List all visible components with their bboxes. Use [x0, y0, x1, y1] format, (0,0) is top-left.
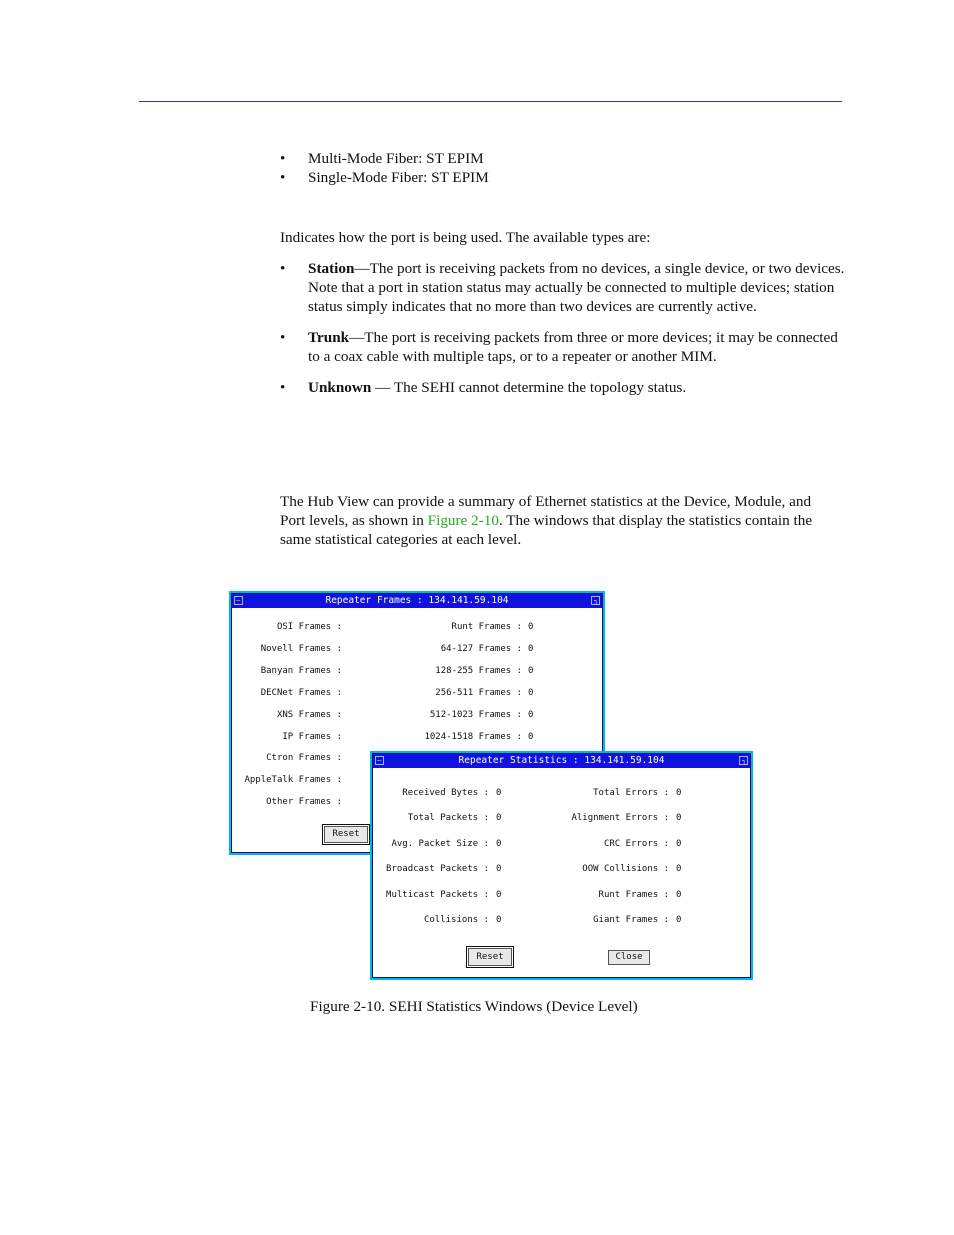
- frames-label: Runt Frames :: [451, 622, 522, 632]
- frames-value: 0: [528, 622, 534, 632]
- frames-value: 0: [528, 709, 534, 720]
- list-item: • Single-Mode Fiber: ST EPIM: [280, 168, 845, 187]
- statistics-label: Total Packets :: [407, 813, 489, 824]
- frames-label: 64-127 Frames :: [440, 643, 522, 654]
- fiber-type-list: [280, 149, 845, 187]
- frames-value: 0: [528, 643, 534, 654]
- statistics-value: 0: [496, 889, 502, 900]
- statistics-label: Multicast Packets :: [386, 889, 489, 900]
- statistics-label: Total Errors :: [593, 788, 669, 798]
- frames-label: XNS Frames :: [276, 709, 342, 720]
- statistics-label: Alignment Errors :: [571, 813, 669, 824]
- list-item-trunk: • Trunk—The port is receiving packets from three or more devices; it may be connected to a coax cable with multiple taps, or to a repeater or another MIM.: [280, 328, 850, 366]
- window-resize-icon[interactable]: ┐: [591, 596, 600, 605]
- statistics-value: 0: [676, 864, 682, 875]
- statistics-paragraph: The Hub View can provide a summary of Ethernet statistics at the Device, Module, and Port levels, as shown in Figure 2-10. The windows that display the statistics contain the same statistical categories at each level.: [280, 493, 813, 548]
- frames-label: OSI Frames :: [276, 622, 342, 632]
- frames-reset-button[interactable]: Reset: [324, 826, 368, 843]
- frames-title-bar: [232, 594, 602, 608]
- statistics-value: 0: [496, 788, 502, 798]
- figure-caption: Figure 2-10. SEHI Statistics Windows (Device Level): [310, 998, 638, 1015]
- statistics-reset-button[interactable]: Reset: [468, 948, 512, 966]
- window-menu-icon[interactable]: ‒: [375, 756, 384, 765]
- frames-label: 1024-1518 Frames :: [424, 731, 522, 742]
- frames-label: Banyan Frames :: [260, 665, 342, 676]
- statistics-label: Runt Frames :: [598, 889, 669, 900]
- statistics-value: 0: [676, 813, 682, 824]
- window-resize-icon[interactable]: ┐: [739, 756, 748, 765]
- statistics-value: 0: [496, 813, 502, 824]
- frames-label: 128-255 Frames :: [435, 665, 522, 676]
- topology-intro: Indicates how the port is being used. The available types are:: [280, 229, 651, 246]
- statistics-value: 0: [676, 788, 682, 798]
- repeater-statistics-window: [370, 751, 753, 980]
- statistics-label: Giant Frames :: [593, 915, 669, 925]
- frames-label: Novell Frames :: [260, 643, 342, 654]
- statistics-close-button[interactable]: Close: [608, 950, 650, 965]
- list-item-station: • Station—The port is receiving packets from no devices, a single device, or two devices. Note that a port in station status may actually be connected to multiple devices; station status simply indicates that no more than two devices are currently active.: [280, 259, 850, 316]
- statistics-label: Received Bytes :: [402, 788, 489, 798]
- frames-label: AppleTalk Frames :: [244, 775, 342, 786]
- figure-link[interactable]: Figure 2-10: [427, 512, 499, 529]
- frames-label: DECNet Frames :: [260, 687, 342, 698]
- statistics-label: Avg. Packet Size :: [391, 838, 489, 849]
- frames-label: Other Frames :: [266, 797, 342, 808]
- statistics-value: 0: [676, 889, 682, 900]
- list-item-unknown: • Unknown — The SEHI cannot determine the topology status.: [280, 378, 850, 397]
- statistics-label: CRC Errors :: [603, 838, 669, 849]
- frames-window-title: Repeater Frames : 134.141.59.104: [325, 595, 509, 606]
- statistics-value: 0: [496, 838, 502, 849]
- statistics-value: 0: [676, 915, 682, 925]
- statistics-title-bar: [373, 754, 750, 768]
- statistics-value: 0: [496, 864, 502, 875]
- statistics-value: 0: [496, 915, 502, 925]
- list-item: • Multi-Mode Fiber: ST EPIM: [280, 149, 845, 168]
- statistics-label: OOW Collisions :: [582, 864, 669, 875]
- frames-label: Ctron Frames :: [266, 753, 342, 764]
- frames-value: 0: [528, 687, 534, 698]
- frames-value: 0: [528, 731, 534, 742]
- statistics-label: Broadcast Packets :: [386, 864, 489, 875]
- window-menu-icon[interactable]: ‒: [234, 596, 243, 605]
- header-rule: [139, 101, 842, 102]
- statistics-label: Collisions :: [423, 915, 489, 925]
- statistics-window-title: Repeater Statistics : 134.141.59.104: [458, 755, 665, 766]
- frames-label: IP Frames :: [282, 731, 342, 742]
- frames-label: 512-1023 Frames :: [429, 709, 522, 720]
- frames-label: 256-511 Frames :: [435, 687, 522, 698]
- frames-value: 0: [528, 665, 534, 676]
- topology-list: [280, 259, 850, 397]
- statistics-value: 0: [676, 838, 682, 849]
